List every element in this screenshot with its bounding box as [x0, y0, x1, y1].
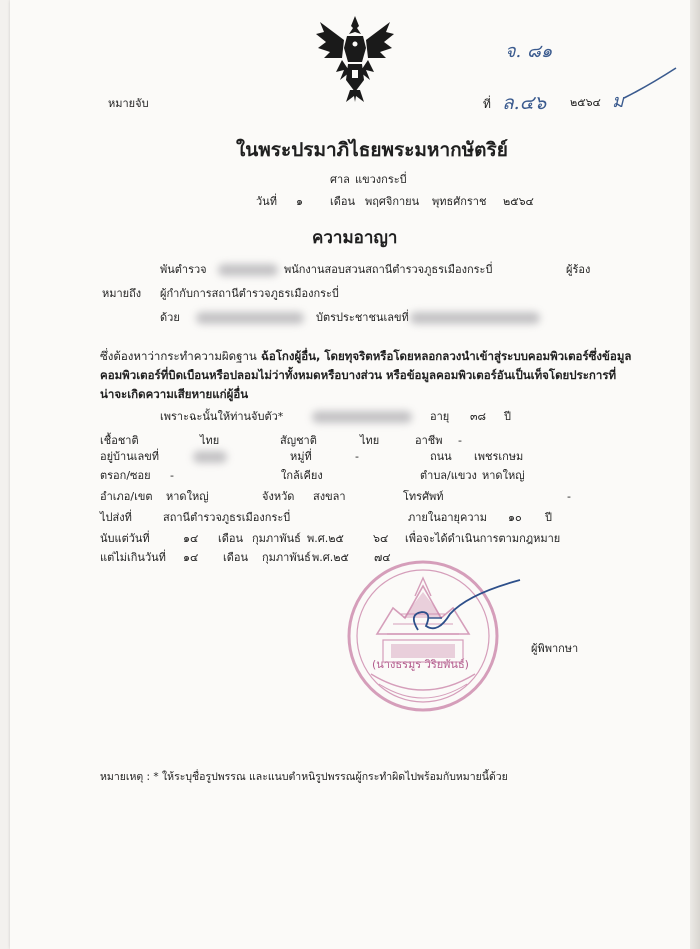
redacted-house-no: [193, 451, 227, 463]
until-label: แต่ไม่เกินวันที่: [100, 551, 166, 564]
handwritten-number-sub: ล.๔๖: [502, 92, 547, 114]
until-day: ๑๔: [183, 551, 199, 564]
footnote: หมายเหตุ : * ให้ระบุชื่อรูปพรรณ และแนบตำหนิรูปพรรณผู้กระทำผิดไปพร้อมกับหมายนี้ด้วย: [100, 771, 508, 783]
district-label: อำเภอ/เขต: [100, 490, 153, 503]
applicant-role: ผู้ร้อง: [566, 263, 591, 276]
age-label: อายุ: [430, 410, 450, 423]
send-label: ไปส่งที่: [100, 511, 132, 524]
id-label: บัตรประชาชนเลขที่: [316, 311, 409, 324]
from-label: นับแต่วันที่: [100, 532, 150, 545]
to-value: ผู้กำกับการสถานีตำรวจภูธรเมืองกระบี่: [160, 287, 339, 300]
redacted-suspect-name: [196, 312, 304, 324]
redacted-suspect-name-2: [312, 411, 412, 423]
handwritten-slash: [620, 64, 680, 104]
race-label: เชื้อชาติ: [100, 434, 139, 447]
nationality-label: สัญชาติ: [280, 434, 317, 447]
from-month: กุมภาพันธ์: [252, 532, 301, 545]
from-year: ๖๔: [373, 532, 389, 545]
with-label: ด้วย: [160, 311, 180, 324]
phone-label: โทรศัพท์: [403, 490, 444, 503]
redacted-applicant-name: [218, 264, 278, 276]
applicant-prefix: พันตำรวจ: [160, 263, 207, 276]
handwritten-number: จ. ๘๑: [505, 41, 553, 62]
within-label: ภายในอายุความ: [408, 511, 487, 524]
court-name: แขวงกระบี่: [355, 173, 407, 186]
soi-value: -: [170, 469, 174, 482]
date-day: ๑: [296, 195, 303, 208]
number-year: ๒๕๖๔: [570, 96, 601, 109]
date-year: ๒๕๖๔: [503, 195, 534, 208]
soi-label: ตรอก/ซอย: [100, 469, 151, 482]
subdistrict-label: ตำบล/แขวง: [420, 469, 477, 482]
moo-value: -: [355, 450, 359, 463]
case-title: ความอาญา: [312, 228, 398, 248]
road-label: ถนน: [430, 450, 452, 463]
nationality-value: ไทย: [360, 434, 380, 447]
until-month: กุมภาพันธ์: [262, 551, 311, 564]
redacted-id-number: [410, 312, 540, 324]
road-value: เพชรเกษม: [474, 450, 524, 463]
moo-label: หมู่ที่: [290, 450, 312, 463]
occupation-value: -: [458, 434, 462, 447]
date-day-label: วันที่: [256, 195, 277, 208]
province-value: สงขลา: [313, 490, 346, 503]
date-month-label: เดือน: [330, 195, 356, 208]
judge-signature: [398, 574, 528, 644]
applicant-position: พนักงานสอบสวนสถานีตำรวจภูธรเมืองกระบี่: [284, 263, 493, 276]
occupation-label: อาชีพ: [415, 434, 443, 447]
court-label: ศาล: [330, 173, 350, 186]
number-prefix: ที่: [483, 97, 491, 111]
date-year-label: พุทธศักราช: [432, 195, 487, 208]
from-year-label: พ.ศ.๒๕: [307, 532, 344, 545]
send-value: สถานีตำรวจภูธรเมืองกระบี่: [163, 511, 291, 524]
charge-line-1: ฉ้อโกงผู้อื่น, โดยทุจริตหรือโดยหลอกลวงนำเข้าสู่ระบบคอมพิวเตอร์ซึ่งข้อมูล: [261, 349, 632, 363]
until-year-label: พ.ศ.๒๕: [312, 551, 349, 564]
charge-line-2: คอมพิวเตอร์ที่บิดเบือนหรือปลอมไม่ว่าทั้งหมดหรือบางส่วน หรือข้อมูลคอมพิวเตอร์อันเป็นเท็จโดยประการที่: [100, 368, 617, 382]
district-value: หาดใหญ่: [166, 490, 209, 503]
charge-line-3: น่าจะเกิดความเสียหายแก่ผู้อื่น: [100, 387, 249, 401]
near-label: ใกล้เคียง: [281, 469, 323, 482]
house-no-label: อยู่บ้านเลขที่: [100, 450, 160, 463]
therefore-label: เพราะฉะนั้นให้ท่านจับตัว*: [160, 410, 284, 423]
age-value: ๓๘: [470, 410, 487, 423]
age-unit: ปี: [504, 410, 511, 423]
until-month-label: เดือน: [223, 551, 249, 564]
race-value: ไทย: [200, 434, 220, 447]
handwritten-suffix: ม: [612, 91, 624, 112]
warrant-label: หมายจับ: [108, 97, 149, 110]
until-year: ๗๔: [374, 551, 391, 564]
judge-role: ผู้พิพากษา: [531, 642, 579, 655]
judge-name: (นางธรมูร วิริยพันธ์): [372, 658, 469, 671]
page-edge-shadow: [690, 0, 700, 949]
phone-value: -: [567, 490, 571, 503]
garuda-emblem-icon: [312, 14, 398, 104]
charge-lead: ซึ่งต้องหาว่ากระทำความผิดฐาน: [100, 349, 257, 363]
within-value: ๑๐: [508, 511, 522, 524]
to-label: หมายถึง: [102, 287, 142, 300]
province-label: จังหวัด: [262, 490, 295, 503]
within-unit: ปี: [545, 511, 552, 524]
date-month: พฤศจิกายน: [365, 195, 420, 208]
royal-title: ในพระปรมาภิไธยพระมหากษัตริย์: [236, 139, 508, 161]
from-purpose: เพื่อจะได้ดำเนินการตามกฎหมาย: [405, 532, 561, 545]
from-month-label: เดือน: [218, 532, 244, 545]
subdistrict-value: หาดใหญ่: [482, 469, 525, 482]
from-day: ๑๔: [183, 532, 199, 545]
